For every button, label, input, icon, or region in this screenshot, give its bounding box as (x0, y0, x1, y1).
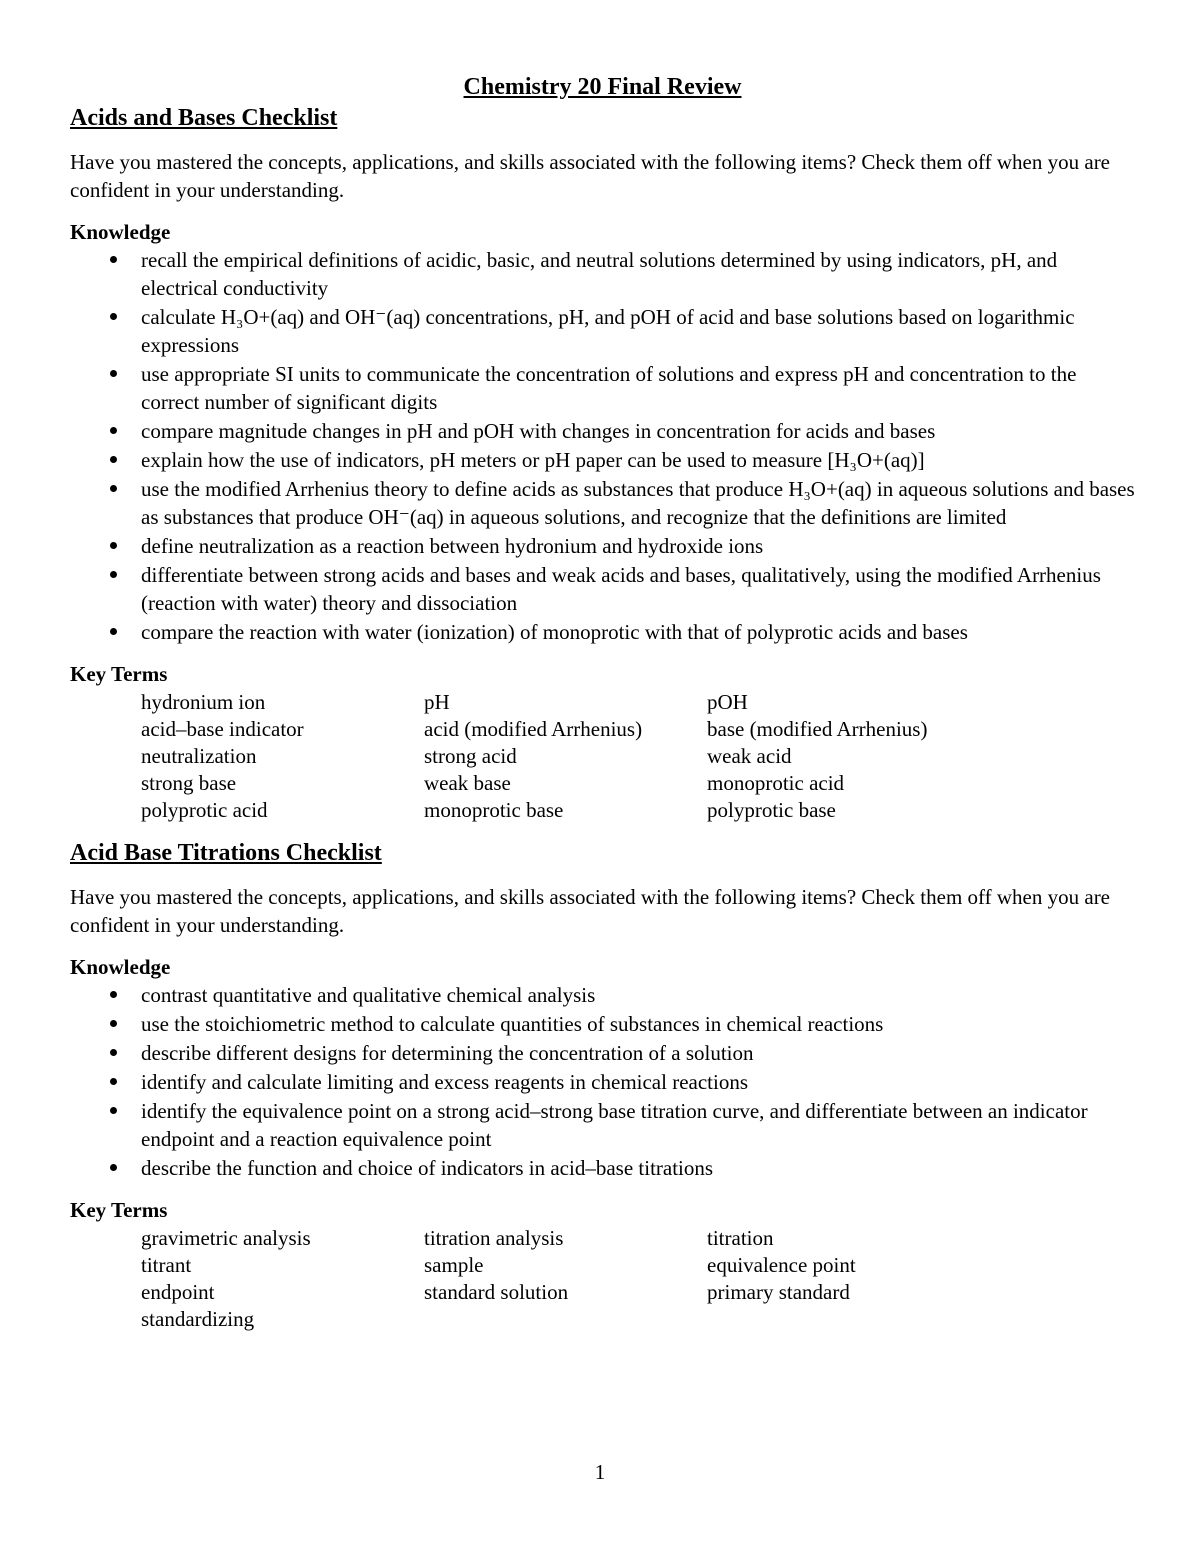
key-term: endpoint (141, 1280, 215, 1304)
key-terms-heading: Key Terms (70, 662, 168, 686)
list-item (70, 417, 1135, 445)
bullet-icon (110, 1107, 117, 1114)
list-item-text: identify and calculate limiting and excess reagents in chemical reactions (141, 1070, 749, 1094)
list-item-text: recall the empirical definitions of acidic, basic, and neutral solutions determined by using indicators, pH, and electrical conductivity (141, 248, 1058, 300)
list-item (70, 1039, 1135, 1067)
document-page (70, 72, 1135, 1332)
section-intro: Have you mastered the concepts, applications, and skills associated with the following items? Check them off when you are confident in your understanding. (70, 885, 1111, 937)
list-item-text: use the stoichiometric method to calculate quantities of substances in chemical reactions (141, 1012, 884, 1036)
knowledge-heading: Knowledge (70, 955, 171, 979)
document-title: Chemistry 20 Final Review (463, 74, 742, 100)
key-term: equivalence point (707, 1253, 856, 1277)
key-term: primary standard (707, 1280, 850, 1304)
bullet-icon (110, 370, 117, 377)
list-item (70, 561, 1135, 617)
bullet-icon (110, 628, 117, 635)
bullet-icon (110, 1078, 117, 1085)
key-term: strong acid (424, 744, 517, 768)
key-term: hydronium ion (141, 690, 266, 714)
key-term: polyprotic base (707, 798, 836, 822)
list-item (70, 1097, 1135, 1153)
key-term: polyprotic acid (141, 798, 268, 822)
list-item (70, 360, 1135, 416)
key-term: pH (424, 690, 450, 714)
list-item-text: use the modified Arrhenius theory to define acids as substances that produce H₃O+(aq) in aqueous solutions and bases as substances that produce OH⁻(aq) in aqueous solutions, and recognize that the definitions are limited (141, 477, 1135, 529)
bullet-icon (110, 427, 117, 434)
list-item-text: define neutralization as a reaction between hydronium and hydroxide ions (141, 534, 764, 558)
bullet-icon (110, 991, 117, 998)
key-term: neutralization (141, 744, 257, 768)
key-term: titration (707, 1226, 774, 1250)
knowledge-list (70, 246, 1135, 646)
list-item-text: compare the reaction with water (ionization) of monoprotic with that of polyprotic acids and bases (141, 620, 968, 644)
list-item-text: differentiate between strong acids and bases and weak acids and bases, qualitatively, using the modified Arrhenius (reaction with water) theory and dissociation (141, 563, 1101, 615)
page-number: 1 (594, 1460, 606, 1484)
list-item-text: describe the function and choice of indicators in acid–base titrations (141, 1156, 714, 1180)
list-item (70, 246, 1135, 302)
list-item (70, 1010, 1135, 1038)
key-terms-grid (141, 688, 1135, 823)
list-item-text: identify the equivalence point on a strong acid–strong base titration curve, and differentiate between an indicator endpoint and a reaction equivalence point (141, 1099, 1088, 1151)
knowledge-list (70, 981, 1135, 1182)
key-term: gravimetric analysis (141, 1226, 311, 1250)
bullet-icon (110, 1049, 117, 1056)
bullet-icon (110, 485, 117, 492)
key-term: acid–base indicator (141, 717, 304, 741)
knowledge-heading: Knowledge (70, 220, 171, 244)
bullet-icon (110, 313, 117, 320)
key-term: sample (424, 1253, 484, 1277)
list-item (70, 475, 1135, 531)
bullet-icon (110, 1164, 117, 1171)
section-title-acids-bases: Acids and Bases Checklist (70, 105, 338, 131)
key-term: acid (modified Arrhenius) (424, 717, 643, 741)
list-item (70, 1154, 1135, 1182)
bullet-icon (110, 542, 117, 549)
key-term: strong base (141, 771, 237, 795)
key-term: weak acid (707, 744, 792, 768)
list-item (70, 981, 1135, 1009)
list-item (70, 303, 1135, 359)
list-item (70, 446, 1135, 474)
key-term: titrant (141, 1253, 192, 1277)
list-item (70, 1068, 1135, 1096)
bullet-icon (110, 256, 117, 263)
section-title-titrations: Acid Base Titrations Checklist (70, 840, 382, 866)
list-item (70, 532, 1135, 560)
bullet-icon (110, 456, 117, 463)
list-item-text: describe different designs for determining the concentration of a solution (141, 1041, 754, 1065)
list-item (70, 618, 1135, 646)
key-term: monoprotic acid (707, 771, 845, 795)
key-term: standard solution (424, 1280, 569, 1304)
key-term: base (modified Arrhenius) (707, 717, 928, 741)
bullet-icon (110, 571, 117, 578)
key-term: monoprotic base (424, 798, 564, 822)
list-item-text: explain how the use of indicators, pH meters or pH paper can be used to measure [H₃O+(aq)] (141, 448, 925, 472)
list-item-text: calculate H₃O+(aq) and OH⁻(aq) concentrations, pH, and pOH of acid and base solutions based on logarithmic expressions (141, 305, 1075, 357)
key-term: titration analysis (424, 1226, 564, 1250)
key-terms-heading: Key Terms (70, 1198, 168, 1222)
list-item-text: compare magnitude changes in pH and pOH with changes in concentration for acids and bases (141, 419, 936, 443)
bullet-icon (110, 1020, 117, 1027)
key-terms-grid (141, 1224, 1135, 1332)
key-term: standardizing (141, 1307, 255, 1331)
key-term: pOH (707, 690, 748, 714)
list-item-text: use appropriate SI units to communicate the concentration of solutions and express pH and concentration to the correct number of significant digits (141, 362, 1077, 414)
key-term: weak base (424, 771, 511, 795)
list-item-text: contrast quantitative and qualitative chemical analysis (141, 983, 596, 1007)
section-intro: Have you mastered the concepts, applications, and skills associated with the following items? Check them off when you are confident in your understanding. (70, 150, 1111, 202)
